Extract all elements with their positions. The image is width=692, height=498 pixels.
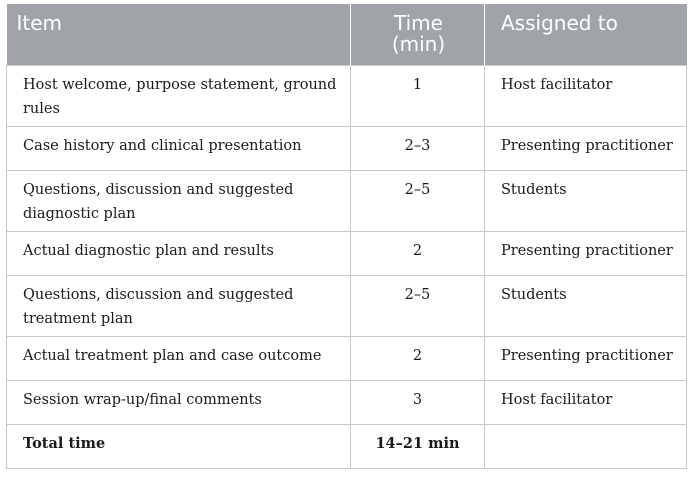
- total-label: Total time: [7, 424, 351, 468]
- cell-assigned: Students: [485, 275, 687, 336]
- cell-time: 2: [351, 336, 485, 380]
- total-assigned: [485, 424, 687, 468]
- table-body: [7, 65, 687, 468]
- header-time: [351, 4, 485, 65]
- table-row: [7, 231, 687, 275]
- cell-assigned: Presenting practitioner: [485, 231, 687, 275]
- cell-time: 3: [351, 380, 485, 424]
- table-header: [7, 4, 687, 65]
- cell-assigned: Host facilitator: [485, 380, 687, 424]
- cell-item: Host welcome, purpose statement, ground rules: [7, 65, 351, 126]
- header-row: [7, 4, 687, 65]
- total-row: [7, 424, 687, 468]
- header-time-line1: Time: [394, 11, 443, 35]
- table-row: [7, 380, 687, 424]
- cell-time: 1: [351, 65, 485, 126]
- cell-assigned: Students: [485, 170, 687, 231]
- header-assigned: Assigned to: [485, 4, 687, 65]
- cell-item: Questions, discussion and suggested treatment plan: [7, 275, 351, 336]
- table-row: [7, 336, 687, 380]
- cell-assigned: Host facilitator: [485, 65, 687, 126]
- session-schedule-table: [6, 4, 687, 469]
- table-row: [7, 65, 687, 126]
- cell-item: Session wrap-up/final comments: [7, 380, 351, 424]
- cell-assigned: Presenting practitioner: [485, 126, 687, 170]
- cell-time: 2–3: [351, 126, 485, 170]
- cell-assigned: Presenting practitioner: [485, 336, 687, 380]
- table-row: [7, 275, 687, 336]
- cell-item: Questions, discussion and suggested diagnostic plan: [7, 170, 351, 231]
- header-time-line2: (min): [391, 32, 446, 56]
- total-time: 14–21 min: [351, 424, 485, 468]
- cell-time: 2: [351, 231, 485, 275]
- table-row: [7, 126, 687, 170]
- cell-item: Case history and clinical presentation: [7, 126, 351, 170]
- cell-item: Actual diagnostic plan and results: [7, 231, 351, 275]
- cell-time: 2–5: [351, 275, 485, 336]
- cell-item: Actual treatment plan and case outcome: [7, 336, 351, 380]
- table-row: [7, 170, 687, 231]
- header-item: Item: [7, 4, 351, 65]
- cell-time: 2–5: [351, 170, 485, 231]
